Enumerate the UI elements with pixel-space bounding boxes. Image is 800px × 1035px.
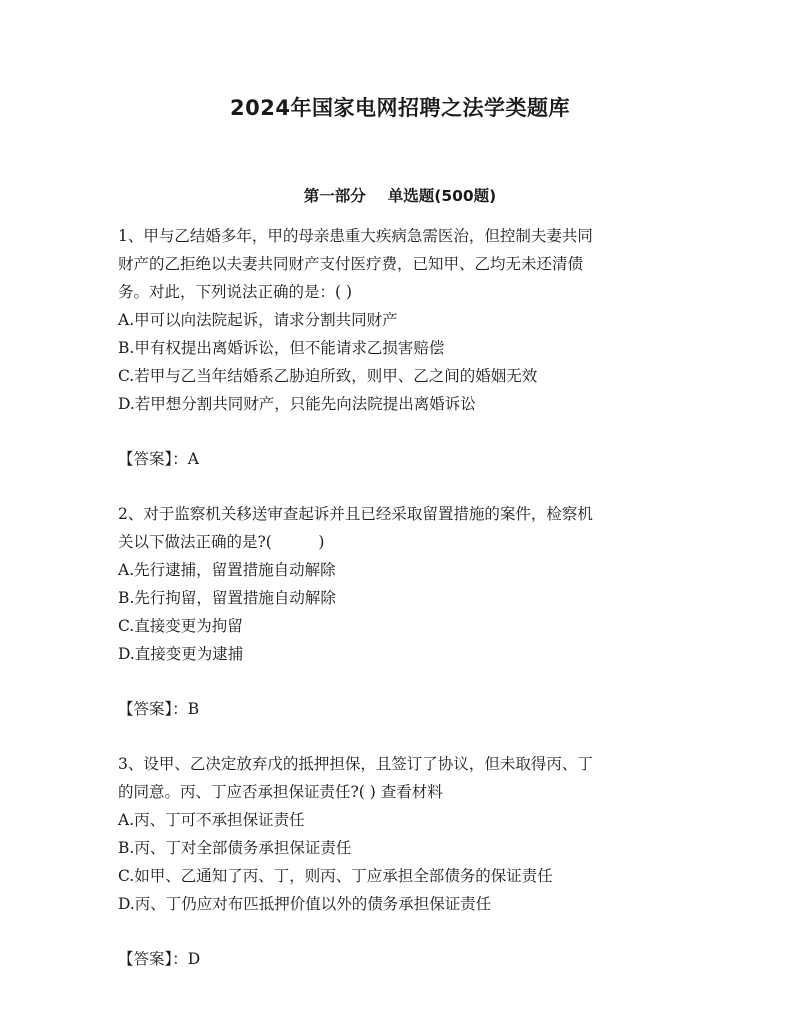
answer-line bbox=[118, 445, 684, 473]
answer-value: A bbox=[187, 450, 199, 468]
option-b: B.丙、丁对全部债务承担保证责任 bbox=[118, 839, 352, 857]
document-title: 2024年国家电网招聘之法学类题库 bbox=[230, 96, 570, 120]
option-d: D.若甲想分割共同财产，只能先向法院提出离婚诉讼 bbox=[118, 395, 476, 413]
question-stem-line: 1、甲与乙结婚多年，甲的母亲患重大疾病急需医治，但控制夫妻共同 bbox=[118, 227, 593, 245]
option-a: A.丙、丁可不承担保证责任 bbox=[118, 811, 305, 829]
option-a: A.先行逮捕，留置措施自动解除 bbox=[118, 561, 336, 579]
question-1 bbox=[118, 222, 684, 473]
option-c: C.如甲、乙通知了丙、丁，则丙、丁应承担全部债务的保证责任 bbox=[118, 867, 553, 885]
option-d: D.丙、丁仍应对布匹抵押价值以外的债务承担保证责任 bbox=[118, 895, 492, 913]
answer-value: D bbox=[187, 950, 201, 968]
option-c: C.若甲与乙当年结婚系乙胁迫所致，则甲、乙之间的婚姻无效 bbox=[118, 367, 538, 385]
section-heading bbox=[0, 184, 800, 206]
option-c: C.直接变更为拘留 bbox=[118, 617, 243, 635]
question-stem-line: 2、对于监察机关移送审查起诉并且已经采取留置措施的案件，检察机 bbox=[118, 505, 593, 523]
question-list bbox=[118, 222, 684, 1000]
question-stem-line: 的同意。丙、丁应否承担保证责任?( ) 查看材料 bbox=[118, 783, 443, 801]
question-2 bbox=[118, 500, 684, 723]
question-3 bbox=[118, 750, 684, 973]
option-b: B.甲有权提出离婚诉讼，但不能请求乙损害赔偿 bbox=[118, 339, 445, 357]
section-label: 单选题(500题) bbox=[387, 187, 497, 205]
answer-label: 【答案】： bbox=[118, 950, 188, 968]
option-d: D.直接变更为逮捕 bbox=[118, 645, 244, 663]
answer-line bbox=[118, 945, 684, 973]
option-b: B.先行拘留，留置措施自动解除 bbox=[118, 589, 336, 607]
answer-line bbox=[118, 695, 684, 723]
question-stem-line: 财产的乙拒绝以夫妻共同财产支付医疗费，已知甲、乙均无未还清债 bbox=[118, 255, 584, 273]
answer-value: B bbox=[187, 700, 200, 718]
question-stem-line: 3、设甲、乙决定放弃戊的抵押担保，且签订了协议，但未取得丙、丁 bbox=[118, 755, 593, 773]
question-stem-line: 务。对此，下列说法正确的是：( ) bbox=[118, 283, 353, 301]
answer-label: 【答案】： bbox=[118, 450, 188, 468]
section-name: 第一部分 bbox=[303, 187, 366, 205]
answer-label: 【答案】： bbox=[118, 700, 188, 718]
option-a: A.甲可以向法院起诉，请求分割共同财产 bbox=[118, 311, 398, 329]
question-stem-line: 关以下做法正确的是?( ) bbox=[118, 533, 325, 551]
